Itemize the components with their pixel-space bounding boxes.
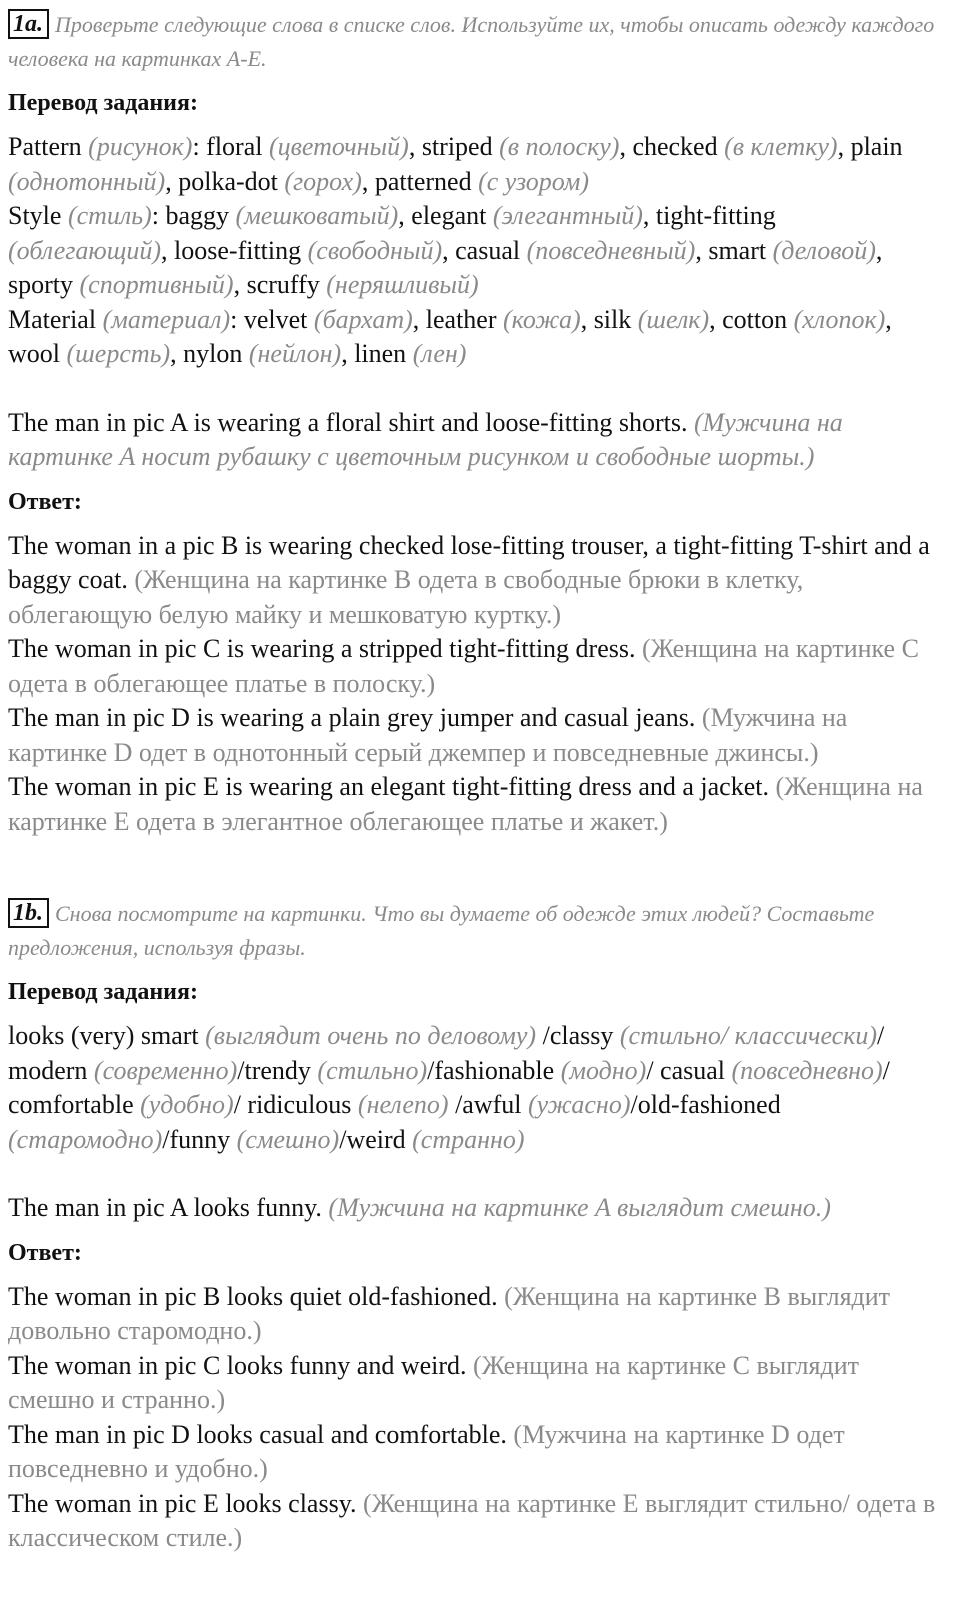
- task-instruction: Снова посмотрите на картинки. Что вы думаете об одежде этих людей? Составьте предложения, используя фразы.: [8, 901, 875, 960]
- example-sentence: The man in pic A looks funny. (Мужчина на картинке A выглядит смешно.): [8, 1193, 831, 1222]
- answers-list: [8, 529, 940, 840]
- phrase-list: looks (very) smart (выглядит очень по деловому) /classy (стильно/ классически)/ modern (современно)/trendy (стильно)/fashionable (модно)/ casual (повседневно)/ comfortable (удобно)/ ridiculous (нелепо) /awful (ужасно)/old-fashioned (старомодно)/funny (смешно)/weird (странно): [8, 1021, 890, 1154]
- answer-item: The woman in pic C looks funny and weird. (Женщина на картинке C выглядит смешно и странно.): [8, 1350, 859, 1414]
- task-instruction: Проверьте следующие слова в списке слов. Используйте их, чтобы описать одежду каждого человека на картинках A-E.: [8, 12, 935, 71]
- answer-item: The man in pic D is wearing a plain grey jumper and casual jeans. (Мужчина на картинке D одет в однотонный серый джемпер и повседневные джинсы.): [8, 703, 848, 767]
- answer-heading: Ответ:: [8, 1239, 82, 1266]
- example-sentence: The man in pic A is wearing a floral shirt and loose-fitting shorts. (Мужчина на картинке A носит рубашку с цветочным рисунком и свободные шорты.): [8, 407, 843, 471]
- task-1b-instruction-block: [8, 897, 940, 965]
- answer-item: The woman in pic C is wearing a stripped tight-fitting dress. (Женщина на картинке C одета в облегающее платье в полоску.): [8, 634, 919, 698]
- task-1a-instruction-block: [8, 8, 940, 76]
- vocab-material: Material (материал): velvet (бархат), leather (кожа), silk (шелк), cotton (хлопок), wool (шерсть), nylon (нейлон), linen (лен): [8, 304, 892, 368]
- answer-item: The woman in pic E looks classy. (Женщина на картинке E выглядит стильно/ одета в классическом стиле.): [8, 1488, 936, 1552]
- answer-item: The man in pic D looks casual and comfortable. (Мужчина на картинке D одет повседневно и удобно.): [8, 1419, 845, 1483]
- page: [8, 8, 940, 1556]
- answer-item: The woman in a pic B is wearing checked lose-fitting trouser, a tight-fitting T-shirt and a baggy coat. (Женщина на картинке B одета в свободные брюки в клетку, облегающую белую майку и мешковатую куртку.): [8, 530, 930, 629]
- answer-item: The woman in pic E is wearing an elegant tight-fitting dress and a jacket. (Женщина на картинке E одета в элегантное облегающее платье и жакет.): [8, 772, 923, 836]
- translation-heading: Перевод задания:: [8, 979, 198, 1005]
- task-number-badge: 1b.: [8, 898, 49, 928]
- answers-list: [8, 1280, 940, 1556]
- task-number-badge: 1a.: [8, 9, 49, 39]
- vocab-style: Style (стиль): baggy (мешковатый), elegant (элегантный), tight-fitting (облегающий), loose-fitting (свободный), casual (повседневный), smart (деловой), sporty (спортивный), scruffy (неряшливый): [8, 201, 883, 299]
- vocab-list: [8, 130, 940, 372]
- answer-item: The woman in pic B looks quiet old-fashioned. (Женщина на картинке B выглядит довольно старомодно.): [8, 1281, 891, 1345]
- translation-heading: Перевод задания:: [8, 90, 198, 116]
- answer-heading: Ответ:: [8, 488, 82, 515]
- vocab-pattern: Pattern (рисунок): floral (цветочный), striped (в полоску), checked (в клетку), plain (однотонный), polka-dot (горох), patterned (с узором): [8, 132, 903, 196]
